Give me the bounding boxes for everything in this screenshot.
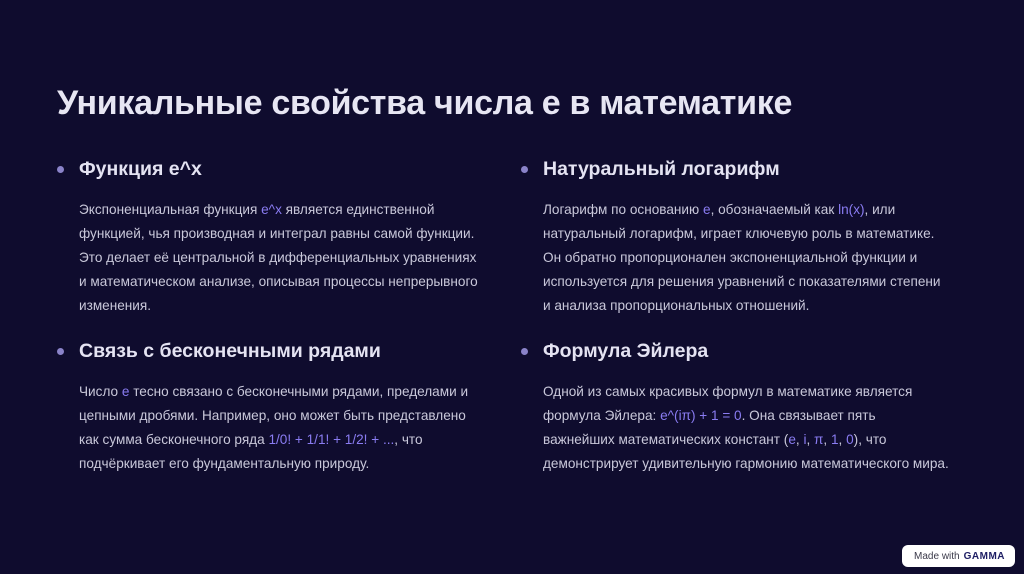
item-heading-text: Формула Эйлера [543, 340, 709, 362]
item-heading-text: Связь с бесконечными рядами [79, 340, 381, 362]
highlighted-term: 0 [846, 432, 854, 447]
item-body [57, 198, 487, 318]
badge-prefix: Made with [914, 550, 960, 562]
highlighted-term: e [703, 202, 711, 217]
body-text: Логарифм по основанию [543, 202, 703, 217]
body-text: Одной из самых красивых формул в математике является формула Эйлера: [543, 384, 913, 423]
item-heading [521, 156, 951, 182]
item-heading-text: Натуральный логарифм [543, 158, 780, 180]
gamma-logo: GAMMA [963, 550, 1005, 562]
bullet-icon [521, 348, 528, 355]
body-text: , [838, 432, 847, 447]
item-exp-function [57, 156, 487, 318]
item-body [521, 380, 951, 476]
highlighted-term: π [814, 432, 824, 447]
highlighted-term: ln(x) [838, 202, 865, 217]
body-text: , [806, 432, 815, 447]
item-euler-formula [521, 338, 951, 476]
highlighted-term: 1 [830, 432, 839, 447]
slide-title: Уникальные свойства числа e в математике [57, 84, 793, 122]
item-heading [521, 338, 951, 364]
highlighted-term: 1/0! + 1/1! + 1/2! + ... [268, 432, 395, 447]
body-text: . Она связывает пять важнейших математических констант ( [543, 408, 876, 447]
item-heading-text: Функция e^x [79, 158, 202, 180]
body-text: Число [79, 384, 122, 399]
item-infinite-series [57, 338, 487, 476]
body-text: , или натуральный логарифм, играет ключевую роль в математике. Он обратно пропорционален экспоненциальной функции и используется для решения уравнений с показателями степени и анализа пропорциональных отношений. [543, 202, 941, 313]
item-heading [57, 338, 487, 364]
highlighted-term: e [788, 432, 796, 447]
made-with-gamma-badge[interactable] [902, 545, 1015, 567]
body-text: , [823, 432, 831, 447]
body-text: тесно связано с бесконечными рядами, пределами и цепными дробями. Например, оно может быть представлено как сумма бесконечного ряда [79, 384, 469, 447]
item-natural-log [521, 156, 951, 318]
body-text: Экспоненциальная функция [79, 202, 262, 217]
body-text: , что подчёркивает его фундаментальную природу. [79, 432, 423, 471]
body-text: , [795, 432, 804, 447]
item-body [57, 380, 487, 476]
highlighted-term: e^x [261, 202, 282, 217]
highlighted-term: i [803, 432, 807, 447]
bullet-icon [57, 166, 64, 173]
bullet-icon [521, 166, 528, 173]
item-body [521, 198, 951, 318]
highlighted-term: e^(iπ) + 1 = 0 [660, 408, 742, 423]
body-text: , обозначаемый как [710, 202, 839, 217]
body-text: является единственной функцией, чья производная и интеграл равны самой функции. Это делает её центральной в дифференциальных уравнениях и математическом анализе, описывая процессы непрерывного изменения. [79, 202, 478, 313]
bullet-icon [57, 348, 64, 355]
item-heading [57, 156, 487, 182]
highlighted-term: e [121, 384, 130, 399]
body-text: ), что демонстрирует удивительную гармонию математического мира. [543, 432, 949, 471]
